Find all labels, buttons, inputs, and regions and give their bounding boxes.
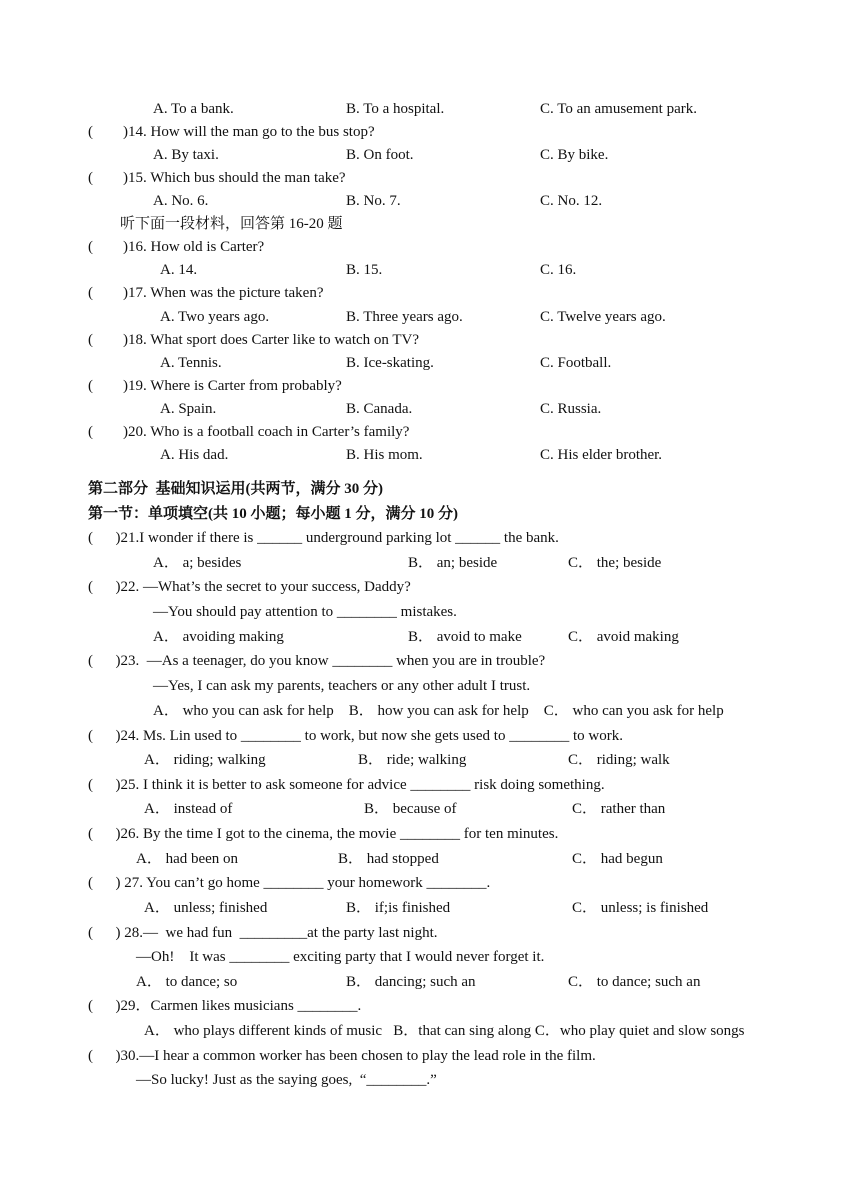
text-line-37-part-2: B． dancing; such an <box>346 974 476 990</box>
text-line-20-part-1: A． a; besides <box>153 555 242 571</box>
text-line-15-part-1: ( )20. Who is a football coach in Carter’s family? <box>88 424 410 440</box>
text-line-37-part-1: A． to dance; so <box>136 974 238 990</box>
text-line-12-part-3: C. Football. <box>540 355 612 371</box>
text-line-28-part-1: A． riding; walking <box>144 752 266 768</box>
text-line-9-part-1: ( )17. When was the picture taken? <box>88 285 324 301</box>
text-line-28-part-2: B． ride; walking <box>358 752 467 768</box>
text-line-3-part-3: C. By bike. <box>540 147 609 163</box>
text-line-5-part-3: C. No. 12. <box>540 193 603 209</box>
text-line-14-part-2: B. Canada. <box>346 401 413 417</box>
text-line-13-part-1: ( )19. Where is Carter from probably? <box>88 378 342 394</box>
text-line-10-part-3: C. Twelve years ago. <box>540 309 666 325</box>
text-line-33-part-1: ( ) 27. You can’t go home ________ your homework ________. <box>88 875 491 891</box>
text-line-30-part-3: C． rather than <box>572 801 666 817</box>
text-line-14-part-1: A. Spain. <box>160 401 217 417</box>
text-line-36-part-1: —Oh! It was ________ exciting party that I would never forget it. <box>136 949 545 965</box>
text-line-28-part-3: C． riding; walk <box>568 752 670 768</box>
text-line-22-part-1: —You should pay attention to ________ mistakes. <box>153 604 457 620</box>
text-line-23-part-1: A． avoiding making <box>153 629 284 645</box>
text-line-34-part-3: C． unless; is finished <box>572 900 709 916</box>
text-line-4-part-1: ( )15. Which bus should the man take? <box>88 170 346 186</box>
text-line-26-part-1: A． who you can ask for help B． how you can ask for help C． who can you ask for help <box>153 703 724 719</box>
text-line-5-part-1: A. No. 6. <box>153 193 209 209</box>
text-line-2-part-1: ( )14. How will the man go to the bus stop? <box>88 124 375 140</box>
text-line-16-part-1: A. His dad. <box>160 447 229 463</box>
text-line-1-part-3: C. To an amusement park. <box>540 101 697 117</box>
text-line-20-part-3: C． the; beside <box>568 555 662 571</box>
text-line-21-part-1: ( )22. —What’s the secret to your success, Daddy? <box>88 579 411 595</box>
text-line-6-part-1: 听下面一段材料，回答第 16-20 题 <box>120 216 343 232</box>
text-line-31-part-1: ( )26. By the time I got to the cinema, the movie ________ for ten minutes. <box>88 826 559 842</box>
text-line-12-part-2: B. Ice-skating. <box>346 355 434 371</box>
text-line-34-part-1: A． unless; finished <box>144 900 268 916</box>
text-line-23-part-3: C． avoid making <box>568 629 679 645</box>
text-line-41-part-1: —So lucky! Just as the saying goes, “________.” <box>136 1072 437 1088</box>
text-line-32-part-3: C． had begun <box>572 851 663 867</box>
text-line-12-part-1: A. Tennis. <box>160 355 222 371</box>
text-line-34-part-2: B． if;is finished <box>346 900 451 916</box>
text-line-29-part-1: ( )25. I think it is better to ask someone for advice ________ risk doing something. <box>88 777 605 793</box>
text-line-10-part-1: A. Two years ago. <box>160 309 270 325</box>
text-line-25-part-1: —Yes, I can ask my parents, teachers or any other adult I trust. <box>153 678 531 694</box>
text-line-8-part-3: C. 16. <box>540 262 577 278</box>
text-line-3-part-1: A. By taxi. <box>153 147 219 163</box>
text-line-7-part-1: ( )16. How old is Carter? <box>88 239 265 255</box>
text-line-16-part-3: C. His elder brother. <box>540 447 663 463</box>
text-line-1-part-2: B. To a hospital. <box>346 101 445 117</box>
text-line-10-part-2: B. Three years ago. <box>346 309 463 325</box>
text-line-20-part-2: B． an; beside <box>408 555 498 571</box>
text-line-35-part-1: ( ) 28.— we had fun _________at the party last night. <box>88 925 438 941</box>
text-line-8-part-1: A. 14. <box>160 262 198 278</box>
text-line-23-part-2: B． avoid to make <box>408 629 522 645</box>
text-line-27-part-1: ( )24. Ms. Lin used to ________ to work, but now she gets used to ________ to work. <box>88 728 623 744</box>
text-line-38-part-1: ( )29．Carmen likes musicians ________. <box>88 998 362 1014</box>
text-line-40-part-1: ( )30.—I hear a common worker has been chosen to play the lead role in the film. <box>88 1048 596 1064</box>
text-line-8-part-2: B. 15. <box>346 262 383 278</box>
text-line-37-part-3: C． to dance; such an <box>568 974 701 990</box>
text-line-32-part-2: B． had stopped <box>338 851 439 867</box>
text-line-39-part-1: A． who plays different kinds of music B．that can sing along C．who play quiet and slow songs <box>144 1023 745 1039</box>
text-line-16-part-2: B. His mom. <box>346 447 423 463</box>
text-line-32-part-1: A． had been on <box>136 851 239 867</box>
text-line-17-part-1: 第二部分 基础知识运用(共两节，满分 30 分) <box>88 481 383 497</box>
text-line-30-part-1: A． instead of <box>144 801 233 817</box>
text-line-18-part-1: 第一节：单项填空(共 10 小题；每小题 1 分，满分 10 分) <box>88 506 458 522</box>
text-line-30-part-2: B． because of <box>364 801 457 817</box>
text-line-14-part-3: C. Russia. <box>540 401 602 417</box>
text-line-24-part-1: ( )23. —As a teenager, do you know ________ when you are in trouble? <box>88 653 546 669</box>
text-line-1-part-1: A. To a bank. <box>153 101 234 117</box>
text-line-19-part-1: ( )21.I wonder if there is ______ underground parking lot ______ the bank. <box>88 530 559 546</box>
text-line-3-part-2: B. On foot. <box>346 147 414 163</box>
text-line-11-part-1: ( )18. What sport does Carter like to watch on TV? <box>88 332 420 348</box>
text-line-5-part-2: B. No. 7. <box>346 193 401 209</box>
